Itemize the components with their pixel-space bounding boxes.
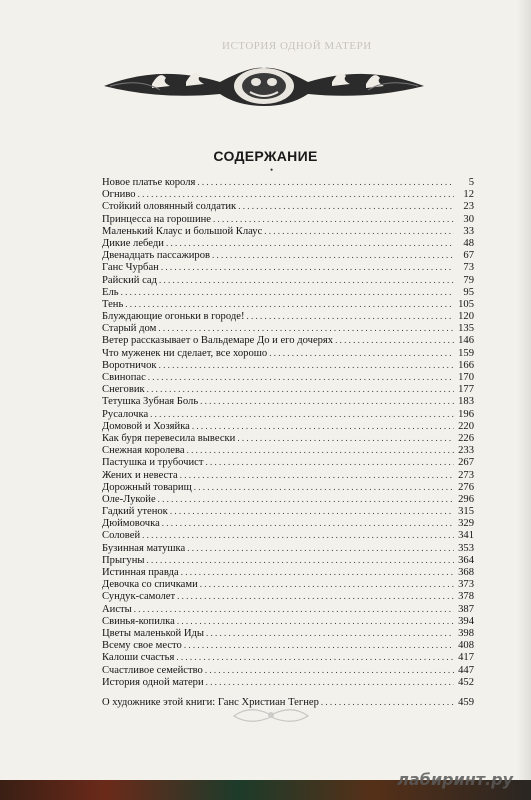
- toc-entry-title: Дикие лебеди: [102, 237, 164, 249]
- toc-entry-page: 267: [458, 457, 474, 469]
- toc-entry-title: Ель: [102, 286, 119, 298]
- dot-leader: [176, 651, 454, 663]
- toc-entry: [102, 590, 474, 602]
- toc-entry-page: 276: [458, 481, 474, 493]
- toc-entry-page: 5: [468, 177, 474, 188]
- toc-entry-title: Счастливое семейство: [102, 664, 203, 676]
- toc-entry-page: 447: [458, 664, 474, 676]
- toc-entry: [102, 359, 474, 371]
- dot-leader: [192, 420, 454, 432]
- toc-entry-page: 329: [458, 518, 474, 530]
- toc-entry: [102, 176, 474, 188]
- swans-vignette-illustration: [100, 56, 428, 108]
- dot-leader: [213, 213, 454, 225]
- toc-entry-page: 226: [458, 432, 474, 444]
- toc-entry: [102, 371, 474, 383]
- toc-entry-page: 33: [463, 225, 474, 237]
- toc-entry-page: 368: [458, 567, 474, 578]
- toc-entry-page: 48: [463, 237, 474, 249]
- toc-entry: [102, 432, 474, 444]
- toc-entry: [102, 274, 474, 286]
- toc-entry-page: 452: [458, 676, 474, 688]
- dot-leader: [150, 408, 454, 420]
- toc-entry: [102, 383, 474, 395]
- toc-entry: [102, 188, 474, 200]
- toc-entry-title: Истинная правда: [102, 567, 179, 578]
- toc-entry-title: Дорожный товарищ: [102, 481, 192, 493]
- toc-entry: [102, 481, 474, 493]
- toc-entry-title: Аисты: [102, 603, 132, 615]
- toc-entry: [102, 469, 474, 481]
- toc-entry-title: Снежная королева: [102, 445, 185, 457]
- toc-entry-title: Райский сад: [102, 274, 158, 286]
- toc-entry: [102, 651, 474, 663]
- toc-entry: [102, 456, 474, 468]
- toc-entry-title: Цветы маленькой Иды: [102, 627, 204, 639]
- toc-entry-page: 30: [463, 213, 474, 225]
- toc-entry-page: 12: [463, 189, 474, 201]
- toc-entry-page: 364: [458, 554, 474, 566]
- dot-leader: [166, 237, 454, 249]
- toc-entry-page: 315: [458, 506, 474, 518]
- toc-entry: [102, 603, 474, 615]
- toc-entry-title: Бузинная матушка: [102, 542, 186, 554]
- dot-leader: [205, 456, 454, 468]
- toc-entry: [102, 249, 474, 261]
- dot-leader: [335, 334, 454, 346]
- toc-entry: [102, 200, 474, 212]
- toc-entry-title: Прыгуны: [102, 554, 145, 566]
- dot-leader: [200, 395, 454, 407]
- toc-entry-title: Русалочка: [102, 408, 149, 420]
- toc-entry-page: 120: [458, 311, 474, 323]
- toc-entry-page: 135: [458, 323, 474, 335]
- toc-entry-page: 73: [463, 262, 474, 274]
- toc-entry: [102, 310, 474, 322]
- toc-entry-title: Старый дом: [102, 323, 157, 335]
- bleed-through-header: ИСТОРИЯ ОДНОЙ МАТЕРИ: [222, 40, 372, 52]
- dot-leader: [134, 603, 454, 615]
- toc-entry-page: 273: [458, 469, 474, 481]
- toc-entry: [102, 213, 474, 225]
- toc-entry-title: Соловей: [102, 530, 141, 542]
- toc-entry: [102, 615, 474, 627]
- toc-entry: [102, 517, 474, 529]
- toc-entry-title: Новое платье короля: [102, 177, 196, 188]
- toc-entry-title: Блуждающие огоньки в городе!: [102, 311, 245, 323]
- dot-leader: [264, 225, 454, 237]
- toc-entry-page: 378: [458, 591, 474, 603]
- toc-entry: [102, 664, 474, 676]
- toc-entry-page: 67: [463, 250, 474, 262]
- toc-entry-page: 394: [458, 615, 474, 627]
- dot-leader: [158, 493, 454, 505]
- dot-leader: [181, 566, 454, 578]
- toc-entry-page: 408: [458, 640, 474, 652]
- toc-entry-title: Принцесса на горошине: [102, 213, 211, 225]
- toc-entry: [102, 639, 474, 651]
- dot-leader: [197, 176, 454, 188]
- toc-entry: [102, 420, 474, 432]
- toc-entry-page: 387: [458, 603, 474, 615]
- toc-entry: [102, 395, 474, 407]
- dot-leader: [125, 298, 454, 310]
- store-watermark: лабиринт.ру: [397, 770, 513, 789]
- dot-leader: [162, 517, 454, 529]
- dot-leader: [159, 274, 454, 286]
- toc-entry-title: Оле-Лукойе: [102, 493, 156, 505]
- toc-entry: [102, 627, 474, 639]
- toc-entry-title: Домовой и Хозяйка: [102, 420, 190, 432]
- toc-entry: [102, 261, 474, 273]
- toc-entry: [102, 566, 474, 578]
- dot-leader: [159, 359, 454, 371]
- toc-entry-page: 296: [458, 493, 474, 505]
- toc-entry-title: Тень: [102, 298, 124, 310]
- toc-entry-page: 353: [458, 542, 474, 554]
- toc-entry-title: Свинья-копилка: [102, 615, 175, 627]
- toc-entry-page: 146: [458, 335, 474, 347]
- toc-entry-page: 196: [458, 408, 474, 420]
- toc-entry-title: Гадкий утенок: [102, 506, 168, 518]
- toc-entry-title: Воротничок: [102, 359, 157, 371]
- toc-entry-page: 373: [458, 579, 474, 591]
- floral-ornament-icon: [228, 700, 314, 730]
- toc-entry: [102, 529, 474, 541]
- toc-entry: [102, 578, 474, 590]
- toc-entry-page: 159: [458, 347, 474, 359]
- table-of-contents: [102, 176, 474, 708]
- toc-entry-title: Что муженек ни сделает, все хорошо: [102, 347, 268, 359]
- dot-leader: [148, 371, 454, 383]
- dot-leader: [205, 664, 454, 676]
- dot-leader: [187, 444, 454, 456]
- toc-entry-page: 79: [463, 274, 474, 286]
- toc-entry: [102, 493, 474, 505]
- dot-leader: [321, 696, 454, 708]
- toc-entry-title: Всему свое место: [102, 640, 182, 652]
- dot-leader: [238, 200, 454, 212]
- toc-entry-title: Тетушка Зубная Боль: [102, 396, 199, 408]
- toc-entry-title: Ганс Чурбан: [102, 262, 159, 274]
- toc-entry: [102, 298, 474, 310]
- toc-entry: [102, 334, 474, 346]
- dot-leader: [187, 542, 454, 554]
- dot-leader: [147, 554, 455, 566]
- toc-entry-page: 177: [458, 384, 474, 396]
- toc-entry-title: Калоши счастья: [102, 652, 175, 664]
- toc-entry-title: Как буря перевесила вывески: [102, 432, 236, 444]
- toc-entry: [102, 408, 474, 420]
- toc-entry-title: Снеговик: [102, 384, 145, 396]
- dot-leader: [206, 627, 454, 639]
- toc-entry: [102, 554, 474, 566]
- toc-entry-title: Девочка со спичками: [102, 579, 198, 591]
- toc-entry-title: Пастушка и трубочист: [102, 457, 204, 469]
- toc-entry-title: Дюймовочка: [102, 518, 160, 530]
- toc-entry-page: 23: [463, 201, 474, 213]
- toc-entry-page: 341: [458, 530, 474, 542]
- toc-entry-title: Огниво: [102, 189, 136, 201]
- dot-leader: [180, 469, 454, 481]
- toc-entry-title: Жених и невеста: [102, 469, 178, 481]
- toc-entry: [102, 676, 474, 688]
- dot-leader: [147, 383, 454, 395]
- dot-leader: [138, 188, 454, 200]
- dot-leader: [177, 615, 454, 627]
- title-ornament-dot: •: [270, 165, 274, 175]
- toc-entry-page: 417: [458, 652, 474, 664]
- toc-entry: [102, 322, 474, 334]
- toc-entry-page: 95: [463, 286, 474, 298]
- toc-entry-page: 166: [458, 359, 474, 371]
- toc-entry-title: Двенадцать пассажиров: [102, 250, 211, 262]
- dot-leader: [237, 432, 454, 444]
- toc-entry-title: Ветер рассказывает о Вальдемаре До и его дочерях: [102, 335, 334, 347]
- dot-leader: [161, 261, 454, 273]
- toc-entry: [102, 542, 474, 554]
- toc-entry: [102, 237, 474, 249]
- toc-entry-page: 183: [458, 396, 474, 408]
- dot-leader: [194, 481, 454, 493]
- toc-entry: [102, 225, 474, 237]
- toc-entry-page: 233: [458, 445, 474, 457]
- dot-leader: [200, 578, 454, 590]
- toc-entry-page: 398: [458, 627, 474, 639]
- toc-entry-page: 105: [458, 298, 474, 310]
- dot-leader: [206, 676, 454, 688]
- dot-leader: [177, 590, 454, 602]
- toc-entry-title: Маленький Клаус и большой Клаус: [102, 225, 263, 237]
- toc-entry: [102, 505, 474, 517]
- toc-entry-title: О художнике этой книги: Ганс Христиан Тегнер: [102, 696, 319, 708]
- dot-leader: [212, 249, 454, 261]
- toc-entry-page: 459: [458, 696, 474, 708]
- toc-entry-page: 170: [458, 372, 474, 383]
- dot-leader: [170, 505, 454, 517]
- dot-leader: [246, 310, 454, 322]
- toc-entry-title: Сундук-самолет: [102, 591, 176, 603]
- toc-entry: [102, 286, 474, 298]
- toc-entry-page: 220: [458, 420, 474, 432]
- dot-leader: [158, 322, 454, 334]
- dot-leader: [121, 286, 454, 298]
- toc-entry: [102, 444, 474, 456]
- page-title: СОДЕРЖАНИЕ: [213, 148, 318, 164]
- toc-entry-title: История одной матери: [102, 676, 204, 688]
- toc-entry-title: Стойкий оловянный солдатик: [102, 201, 237, 213]
- toc-entry: [102, 347, 474, 359]
- dot-leader: [269, 347, 454, 359]
- dot-leader: [184, 639, 454, 651]
- toc-entry-title: Свинопас: [102, 372, 146, 383]
- dot-leader: [142, 529, 454, 541]
